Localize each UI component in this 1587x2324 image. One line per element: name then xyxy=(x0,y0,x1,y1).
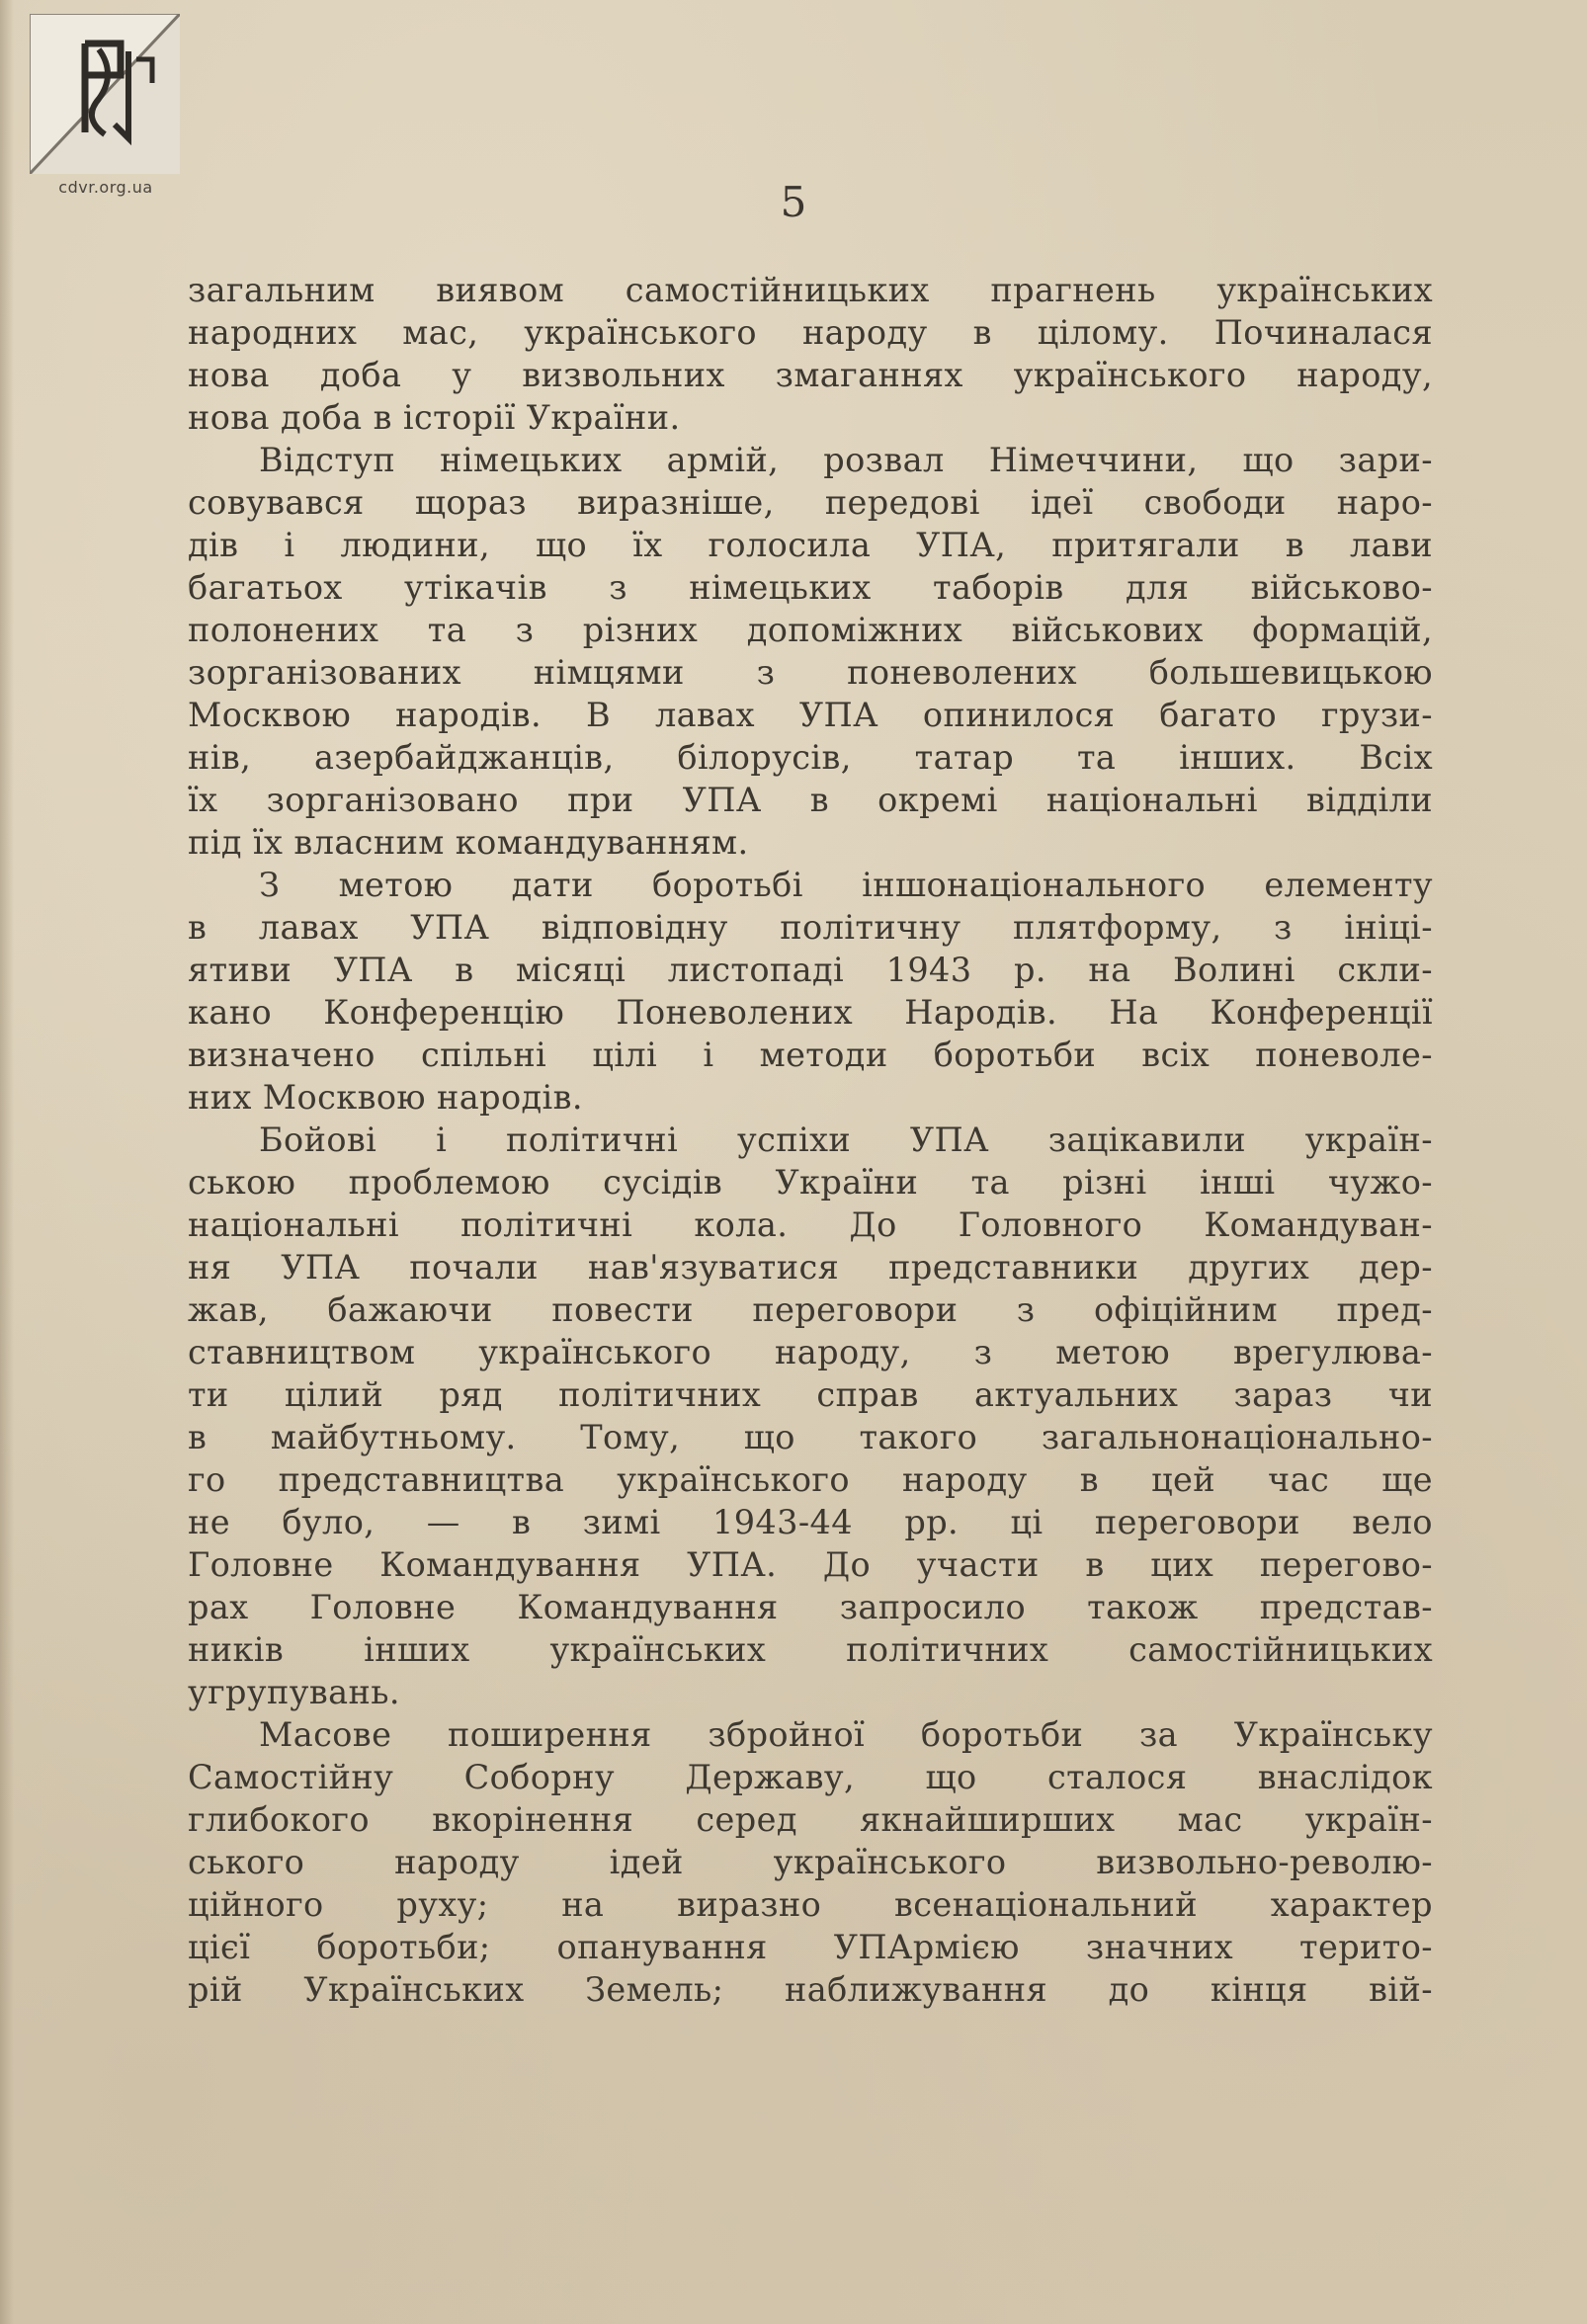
text-line: нова доба у визвольних змаганнях українського народу, xyxy=(188,356,1433,394)
text-line: ською проблемою сусідів України та різні інші чужо- xyxy=(188,1163,1433,1202)
text-line: не було, — в зимі 1943-44 рр. ці переговори вело xyxy=(188,1503,1433,1541)
text-line: совувався щораз виразніше, передові ідеї свободи наро- xyxy=(188,483,1433,522)
page-number: 5 xyxy=(780,178,807,226)
text-line: під їх власним командуванням. xyxy=(188,823,749,862)
body-text xyxy=(188,269,1433,2011)
text-line: дів і людини, що їх голосила УПА, притягали в лави xyxy=(188,526,1433,564)
text-line: ставництвом українського народу, з метою врегулюва- xyxy=(188,1333,1433,1371)
text-line: глибокого вкорінення серед якнайширших мас україн- xyxy=(188,1800,1433,1839)
text-line: їх зорганізовано при УПА в окремі національні відділи xyxy=(188,781,1433,819)
text-line: го представництва українського народу в цей час ще xyxy=(188,1460,1433,1499)
logo-caption: cdvr.org.ua xyxy=(58,178,153,197)
text-line: нова доба в історії України. xyxy=(188,398,681,437)
text-line: цієї боротьби; опанування УПАрмією значних терито- xyxy=(188,1928,1433,1966)
text-line: кано Конференцію Поневолених Народів. На Конференції xyxy=(188,993,1433,1032)
text-line: в майбутньому. Тому, що такого загальнонаціонально- xyxy=(188,1418,1433,1456)
watermark-logo xyxy=(22,14,190,202)
text-line: національні політичні кола. До Головного Командуван- xyxy=(188,1205,1433,1244)
text-line: народних мас, українського народу в цілому. Починалася xyxy=(188,313,1433,352)
text-line: в лавах УПА відповідну політичну плятформу, з ініці- xyxy=(188,908,1433,947)
text-line: Масове поширення збройної боротьби за Українську xyxy=(259,1715,1433,1754)
text-line: визначено спільні цілі і методи боротьби всіх поневоле- xyxy=(188,1036,1433,1074)
text-line: ти цілий ряд політичних справ актуальних зараз чи xyxy=(188,1375,1433,1414)
text-line: багатьох утікачів з німецьких таборів для військово- xyxy=(188,568,1433,607)
text-line: ційного руху; на виразно всенаціональний характер xyxy=(188,1885,1433,1924)
text-line: рах Головне Командування запросило також представ- xyxy=(188,1588,1433,1626)
text-line: Відступ німецьких армій, розвал Німеччини, що зари- xyxy=(259,441,1433,479)
text-line: ників інших українських політичних самостійницьких xyxy=(188,1630,1433,1669)
text-line: Бойові і політичні успіхи УПА зацікавили україн- xyxy=(259,1120,1433,1159)
text-line: ського народу ідей українського визвольно-револю- xyxy=(188,1843,1433,1881)
text-line: загальним виявом самостійницьких прагнень українських xyxy=(188,271,1433,309)
text-line: них Москвою народів. xyxy=(188,1078,583,1117)
text-line: рій Українських Земель; наближування до кінця вій- xyxy=(188,1970,1433,2009)
text-line: Москвою народів. В лавах УПА опинилося багато грузи- xyxy=(188,696,1433,734)
text-line: угрупувань. xyxy=(188,1673,400,1711)
text-line: З метою дати боротьбі іншонаціонального елементу xyxy=(259,866,1433,904)
text-line: нів, азербайджанців, білорусів, татар та інших. Всіх xyxy=(188,738,1433,777)
cdvr-trident-logo-icon xyxy=(30,14,180,174)
text-line: ня УПА почали нав'язуватися представники других дер- xyxy=(188,1248,1433,1286)
text-line: Головне Командування УПА. До участи в цих перегово- xyxy=(188,1545,1433,1584)
text-line: ятиви УПА в місяці листопаді 1943 р. на Волині скли- xyxy=(188,951,1433,989)
text-line: Самостійну Соборну Державу, що сталося внаслідок xyxy=(188,1758,1433,1796)
text-line: полонених та з різних допоміжних військових формацій, xyxy=(188,611,1433,649)
text-line: зорганізованих німцями з поневолених большевицькою xyxy=(188,653,1433,692)
text-line: жав, бажаючи повести переговори з офіційним пред- xyxy=(188,1290,1433,1329)
